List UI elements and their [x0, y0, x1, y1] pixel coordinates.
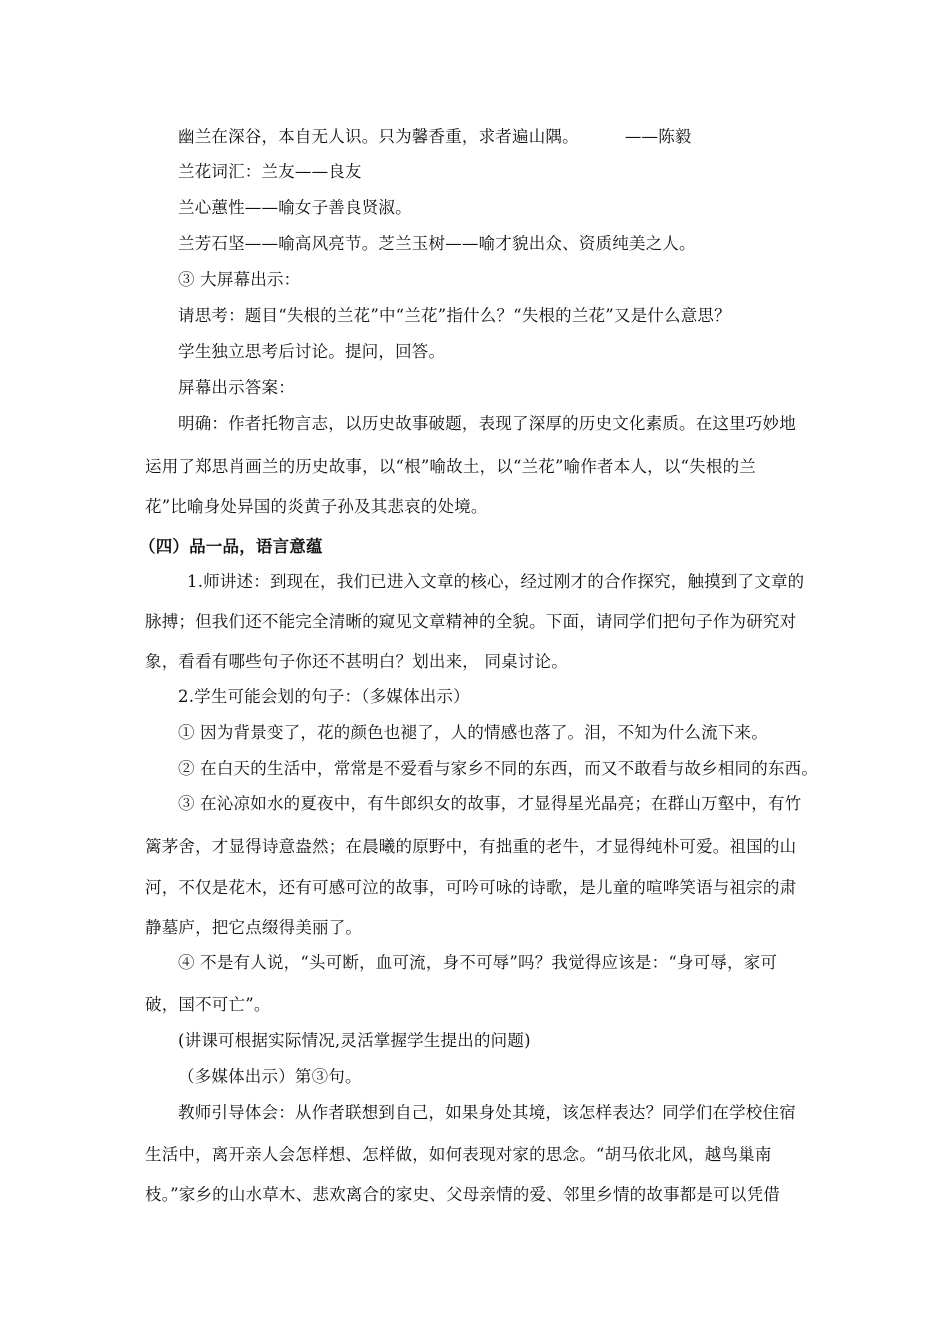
text-line: ③ 在沁凉如水的夏夜中，有牛郎织女的故事，才显得星光晶亮；在群山万壑中，有竹 — [178, 794, 802, 813]
text-line: 河，不仅是花木，还有可感可泣的故事，可吟可咏的诗歌，是儿童的喧哗笑语与祖宗的肃 — [145, 878, 797, 897]
text-line: 生活中，离开亲人会怎样想、怎样做，如何表现对家的思念。“胡马依北风，越鸟巢南 — [145, 1145, 772, 1164]
text-line: 2.学生可能会划的句子：（多媒体出示） — [178, 687, 470, 706]
text-line: 花”比喻身处异国的炎黄子孙及其悲哀的处境。 — [145, 497, 488, 516]
text-line: 屏幕出示答案： — [178, 378, 295, 397]
text-line: 兰心蕙性——喻女子善良贤淑。 — [178, 198, 412, 217]
text-line: 教师引导体会：从作者联想到自己，如果身处其境，该怎样表达？同学们在学校住宿 — [178, 1103, 796, 1122]
poem-line — [178, 127, 692, 147]
text-line: 明确：作者托物言志，以历史故事破题，表现了深厚的历史文化素质。在这里巧妙地 — [178, 414, 796, 433]
text-line: ① 因为背景变了，花的颜色也褪了，人的情感也落了。泪，不知为什么流下来。 — [178, 723, 768, 742]
text-line: 象，看看有哪些句子你还不甚明白？划出来， 同桌讨论。 — [145, 652, 568, 671]
text-line: (讲课可根据实际情况,灵活掌握学生提出的问题) — [178, 1031, 531, 1050]
poem-text: 幽兰在深谷，本自无人识。只为馨香重，求者遍山隅。 — [178, 127, 579, 146]
text-line: 学生独立思考后讨论。提问，回答。 — [178, 342, 446, 361]
text-line: 1.师讲述：到现在，我们已进入文章的核心，经过刚才的合作探究，触摸到了文章的 — [187, 572, 805, 591]
section-heading: （四）品一品，语言意蕴 — [139, 537, 323, 556]
text-line: 静墓庐，把它点缀得美丽了。 — [145, 918, 363, 937]
text-line: 运用了郑思肖画兰的历史故事，以“根”喻故土，以“兰花”喻作者本人，以“失根的兰 — [145, 457, 756, 476]
text-line: ③ 大屏幕出示： — [178, 270, 301, 289]
text-line: ④ 不是有人说，“头可断，血可流，身不可辱”吗？我觉得应该是：“身可辱，家可 — [178, 953, 778, 972]
text-line: 兰花词汇：兰友——良友 — [178, 162, 362, 181]
poem-attribution: ——陈毅 — [624, 127, 692, 146]
text-line: ② 在白天的生活中，常常是不爱看与家乡不同的东西，而又不敢看与故乡相同的东西。 — [178, 759, 819, 778]
text-line: 篱茅舍，才显得诗意盎然；在晨曦的原野中，有拙重的老牛，才显得纯朴可爱。祖国的山 — [145, 837, 797, 856]
text-line: 兰芳石坚——喻高风亮节。芝兰玉树——喻才貌出众、资质纯美之人。 — [178, 234, 696, 253]
text-line: 枝。”家乡的山水草木、悲欢离合的家史、父母亲情的爱、邻里乡情的故事都是可以凭借 — [145, 1185, 780, 1204]
text-line: 脉搏；但我们还不能完全清晰的窥见文章精神的全貌。下面，请同学们把句子作为研究对 — [145, 612, 797, 631]
text-line: 破，国不可亡”。 — [145, 995, 271, 1014]
text-line: 请思考：题目“失根的兰花”中“兰花”指什么？“失根的兰花”又是什么意思？ — [178, 306, 731, 325]
text-line: （多媒体出示）第③句。 — [178, 1067, 362, 1086]
